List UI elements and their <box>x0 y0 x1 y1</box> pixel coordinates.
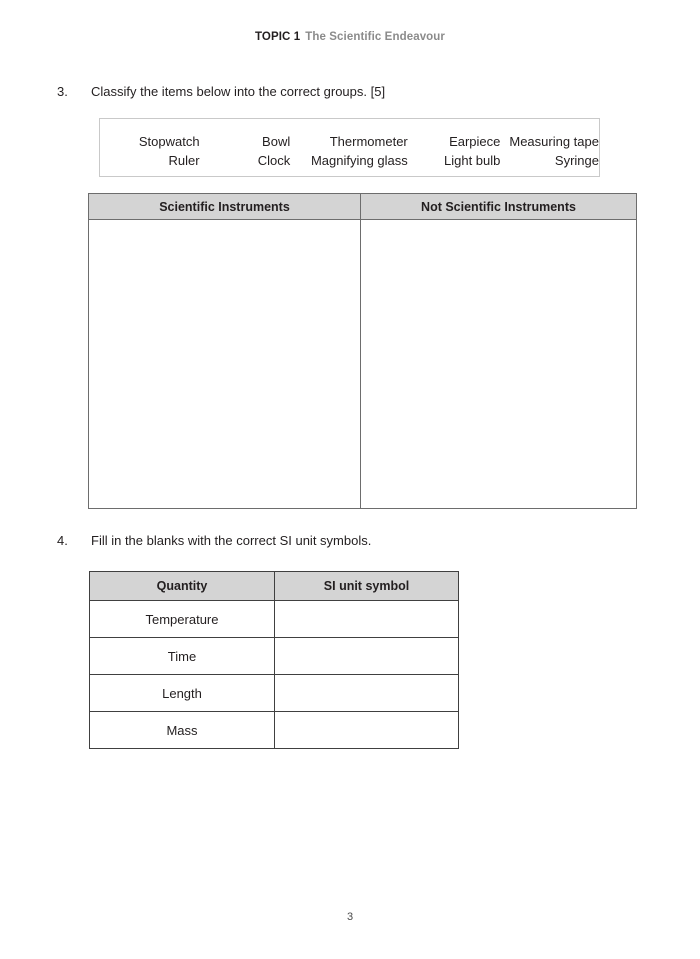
column-header-si-unit-symbol: SI unit symbol <box>275 572 459 601</box>
quantity-cell-time: Time <box>90 638 275 675</box>
question-4-text: Fill in the blanks with the correct SI unit symbols. <box>91 533 372 548</box>
quantity-cell-mass: Mass <box>90 712 275 749</box>
question-3-number: 3. <box>57 84 68 99</box>
answer-cell-scientific-instruments[interactable] <box>89 220 361 509</box>
word-bank-item: Syringe <box>554 153 599 168</box>
quantity-cell-temperature: Temperature <box>90 601 275 638</box>
table-row <box>90 638 459 675</box>
table-row <box>90 601 459 638</box>
table-header-row <box>89 194 637 220</box>
topic-title: The Scientific Endeavour <box>305 31 446 43</box>
word-bank-column <box>290 132 408 170</box>
answer-cell-time[interactable] <box>275 638 459 675</box>
word-bank-column <box>408 132 501 170</box>
classification-table <box>88 193 637 509</box>
word-bank-item: Bowl <box>262 134 291 149</box>
table-row <box>89 220 637 509</box>
word-bank-column <box>100 132 200 170</box>
word-bank-item: Thermometer <box>329 134 408 149</box>
answer-cell-temperature[interactable] <box>275 601 459 638</box>
answer-cell-not-scientific-instruments[interactable] <box>361 220 637 509</box>
word-bank-box <box>99 118 600 177</box>
quantity-cell-length: Length <box>90 675 275 712</box>
page-header <box>0 31 700 43</box>
word-bank-item: Clock <box>257 153 291 168</box>
answer-cell-mass[interactable] <box>275 712 459 749</box>
page-number: 3 <box>346 911 354 923</box>
column-header-scientific-instruments: Scientific Instruments <box>89 194 361 220</box>
question-4-number: 4. <box>57 533 68 548</box>
word-bank-item: Measuring tape <box>509 134 599 149</box>
table-row <box>90 675 459 712</box>
word-bank-column <box>500 132 599 170</box>
column-header-not-scientific-instruments: Not Scientific Instruments <box>361 194 637 220</box>
word-bank-item: Ruler <box>168 153 200 168</box>
column-header-quantity: Quantity <box>90 572 275 601</box>
topic-label: TOPIC 1 <box>254 31 301 43</box>
answer-cell-length[interactable] <box>275 675 459 712</box>
word-bank-item: Stopwatch <box>138 134 200 149</box>
word-bank-item: Earpiece <box>449 134 501 149</box>
si-unit-table <box>89 571 459 749</box>
word-bank-item: Light bulb <box>444 153 501 168</box>
table-header-row <box>90 572 459 601</box>
table-row <box>90 712 459 749</box>
word-bank-item: Magnifying glass <box>310 153 408 168</box>
question-3-text: Classify the items below into the correct groups. [5] <box>91 84 386 99</box>
word-bank-column <box>200 132 291 170</box>
word-bank-grid <box>100 132 599 170</box>
